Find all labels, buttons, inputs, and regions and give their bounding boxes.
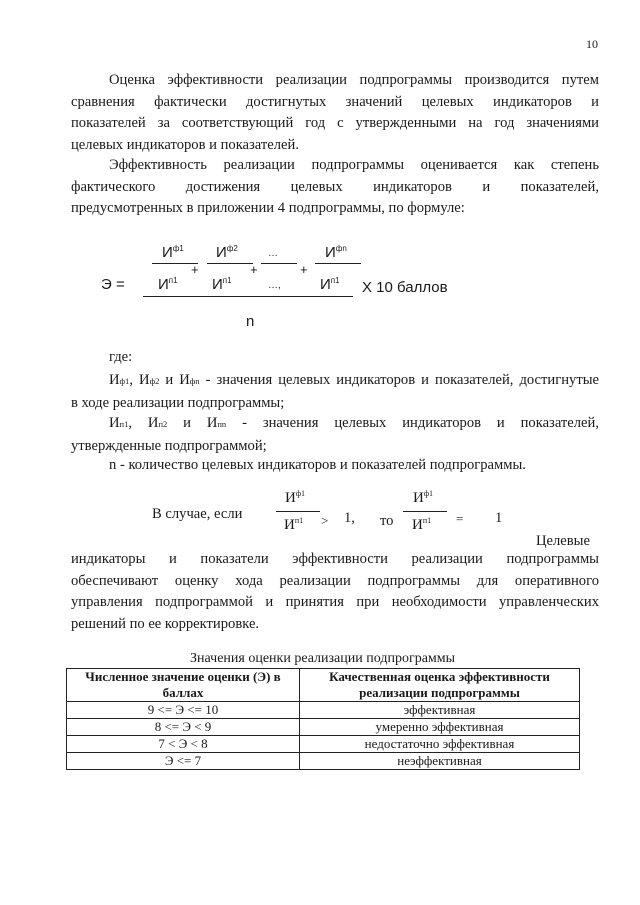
- text-line: Оценка эффективности реализации подпрограммы производится путем: [109, 72, 599, 88]
- condition-then: то: [380, 513, 394, 529]
- table-caption: Значения оценки реализации подпрограммы: [190, 651, 456, 666]
- text-line: фактического достижения целевых индикаторов и показателей,: [71, 178, 599, 195]
- page-number: 10: [586, 37, 598, 51]
- text-line: Иф1, Иф2 и Ифn - значения целевых индикаторов и показателей, достигнутые: [109, 372, 599, 388]
- formula-dots-top: …: [268, 248, 278, 259]
- formula-divisor: n: [246, 313, 255, 330]
- formula-lhs: Э =: [101, 276, 125, 293]
- table-cell: умеренно эффективная: [300, 719, 580, 736]
- formula-num-2: $И^{ф2}$: [216, 244, 238, 261]
- condition-eq: =: [456, 511, 464, 526]
- fraction-bar: [261, 263, 297, 264]
- condition-tail: Целевые: [536, 533, 590, 549]
- text-line: n - количество целевых индикаторов и показателей подпрограммы.: [109, 457, 526, 473]
- table-cell: 7 < Э < 8: [67, 736, 300, 753]
- table-header-cell: Численное значение оценки (Э) в баллах: [67, 669, 300, 702]
- text-line: утвержденные подпрограммой;: [71, 437, 267, 454]
- table-cell: Э <= 7: [67, 753, 300, 770]
- text-line: сравнения фактически достигнутых значений целевых индикаторов и: [71, 93, 599, 110]
- condition-one-2: 1: [495, 510, 503, 526]
- table-cell: эффективная: [300, 702, 580, 719]
- text-line: решений по ее корректировке.: [71, 615, 260, 632]
- formula-plus: +: [250, 262, 258, 277]
- text-line: в ходе реализации подпрограммы;: [71, 394, 285, 411]
- where-line-planned: [71, 413, 599, 457]
- formula-den-2: $И^{п1}$: [212, 276, 232, 293]
- condition-prefix: В случае, если: [152, 506, 243, 522]
- condition-frac1-den: $И^{п1}$: [284, 516, 304, 533]
- table-row: [67, 719, 580, 736]
- paragraph-effectiveness: [71, 155, 599, 220]
- table-row: [67, 736, 580, 753]
- formula-dots-bottom: …,: [268, 280, 281, 291]
- table-cell: 8 <= Э < 9: [67, 719, 300, 736]
- condition-frac2-num: $И^{ф1}$: [413, 489, 434, 506]
- main-fraction-bar: [143, 296, 353, 297]
- text-line: индикаторы и показатели эффективности реализации подпрограммы: [71, 551, 599, 567]
- text-line: предусмотренных в приложении 4 подпрограммы, по формуле:: [71, 200, 465, 216]
- condition-one: 1,: [344, 510, 355, 526]
- where-line-count: [71, 455, 599, 477]
- where-line-actual: [71, 370, 599, 414]
- evaluation-table: [66, 668, 580, 770]
- paragraph-evaluation-method: [71, 70, 599, 156]
- fraction-bar: [276, 511, 320, 512]
- text-line: целевых индикаторов и показателей.: [71, 136, 299, 153]
- formula-plus: +: [300, 262, 308, 277]
- text-line: обеспечивают оценку хода реализации подпрограммы для оперативного: [71, 572, 599, 589]
- text-line: показателей за соответствующий год с утвержденными на год значениями: [71, 115, 599, 131]
- text-line: Ип1, Ип2 и Ипn - значения целевых индикаторов и показателей,: [109, 415, 599, 431]
- table-row: [67, 702, 580, 719]
- formula-plus: +: [191, 262, 199, 277]
- condition-frac1-num: $И^{ф1}$: [285, 489, 306, 506]
- fraction-bar: [403, 511, 447, 512]
- formula-den-n: $И^{п1}$: [320, 276, 340, 293]
- formula-den-1: $И^{п1}$: [158, 276, 178, 293]
- formula-num-1: $И^{ф1}$: [162, 244, 184, 261]
- table-cell: недостаточно эффективная: [300, 736, 580, 753]
- condition-frac2-den: $И^{п1}$: [412, 516, 432, 533]
- fraction-bar: [207, 263, 253, 264]
- where-label: где:: [109, 349, 133, 365]
- table-cell: 9 <= Э <= 10: [67, 702, 300, 719]
- condition-gt: >: [321, 513, 329, 528]
- table-header-row: [67, 669, 580, 702]
- formula-num-n: $И^{фn}$: [325, 244, 347, 261]
- table-cell: неэффективная: [300, 753, 580, 770]
- formula-multiplier: Х 10 баллов: [362, 279, 448, 296]
- text-line: управления подпрограммой и принятия при необходимости управленческих: [71, 594, 599, 610]
- fraction-bar: [315, 263, 361, 264]
- table-header-cell: Качественная оценка эффективности реализации подпрограммы: [300, 669, 580, 702]
- paragraph-indicators: [71, 549, 599, 635]
- text-line: Эффективность реализации подпрограммы оценивается как степень: [109, 157, 599, 173]
- table-row: [67, 753, 580, 770]
